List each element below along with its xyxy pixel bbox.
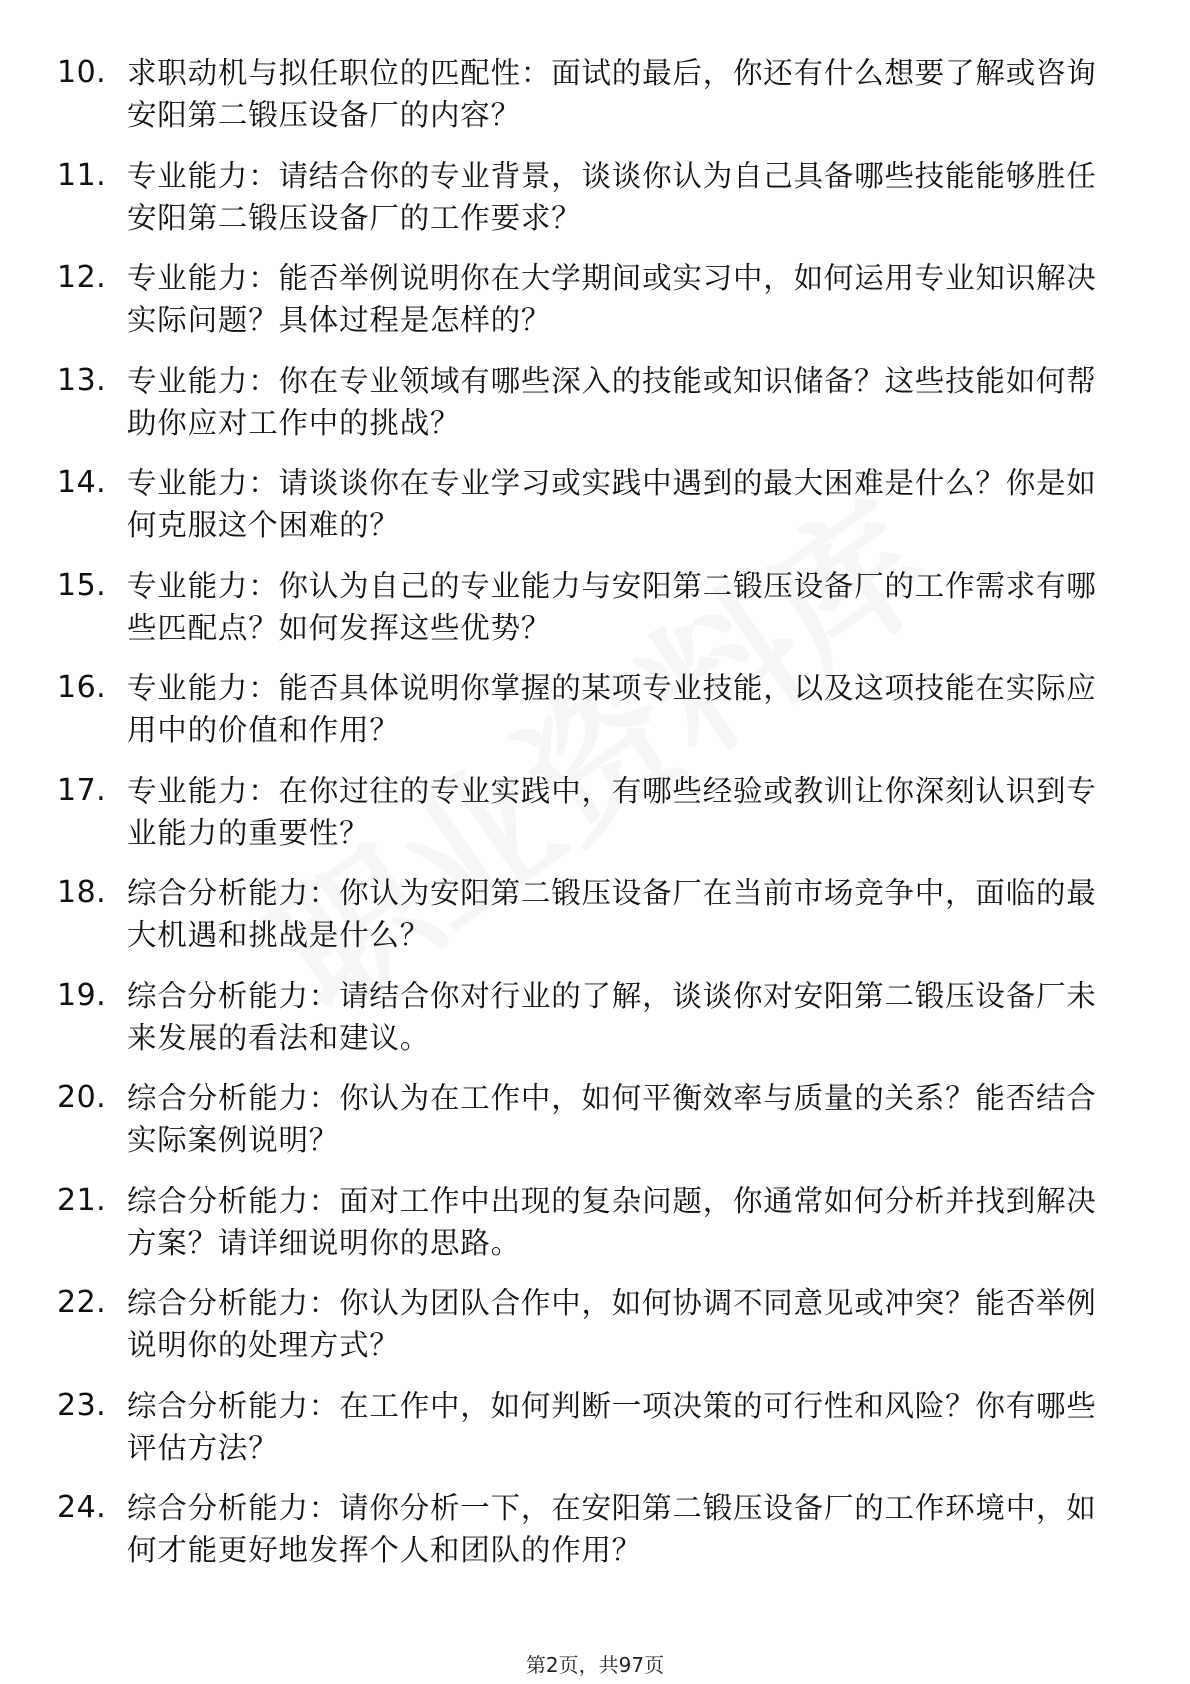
question-number: 22. (57, 1285, 107, 1320)
question-number: 16. (57, 670, 107, 705)
question-number: 12. (57, 260, 107, 295)
question-number: 18. (57, 875, 107, 910)
question-text: 综合分析能力：面对工作中出现的复杂问题，你通常如何分析并找到解决方案？请详细说明你的思路。 (127, 1183, 1097, 1260)
question-number: 14. (57, 465, 107, 500)
question-number: 10. (57, 55, 107, 90)
question-number: 23. (57, 1387, 107, 1423)
question-text: 综合分析能力：你认为在工作中，如何平衡效率与质量的关系？能否结合实际案例说明？ (127, 1081, 1097, 1157)
question-text: 综合分析能力：你认为团队合作中，如何协调不同意见或冲突？能否举例说明你的处理方式？ (127, 1286, 1097, 1362)
question-number: 20. (57, 1080, 107, 1115)
question-number: 11. (57, 157, 107, 193)
question-text: 专业能力：能否具体说明你掌握的某项专业技能，以及这项技能在实际应用中的价值和作用？ (127, 671, 1097, 747)
question-number: 21. (57, 1182, 107, 1218)
question-text: 专业能力：请结合你的专业背景，谈谈你认为自己具备哪些技能能够胜任安阳第二锻压设备厂的工作要求？ (127, 158, 1097, 235)
question-number: 15. (57, 567, 107, 603)
question-text: 综合分析能力：在工作中，如何判断一项决策的可行性和风险？你有哪些评估方法？ (127, 1388, 1097, 1465)
question-text: 综合分析能力：请结合你对行业的了解，谈谈你对安阳第二锻压设备厂未来发展的看法和建议。 (127, 978, 1097, 1055)
question-text: 专业能力：请谈谈你在专业学习或实践中遇到的最大困难是什么？你是如何克服这个困难的？ (127, 466, 1097, 542)
page-footer: 第2页，共97页 (525, 1653, 665, 1677)
question-text: 综合分析能力：你认为安阳第二锻压设备厂在当前市场竞争中，面临的最大机遇和挑战是什么？ (127, 876, 1097, 952)
question-text: 专业能力：在你过往的专业实践中，有哪些经验或教训让你深刻认识到专业能力的重要性？ (127, 773, 1097, 850)
question-number: 24. (57, 1490, 107, 1525)
question-text: 综合分析能力：请你分析一下，在安阳第二锻压设备厂的工作环境中，如何才能更好地发挥个人和团队的作用？ (127, 1491, 1097, 1567)
question-text: 专业能力：你认为自己的专业能力与安阳第二锻压设备厂的工作需求有哪些匹配点？如何发挥这些优势？ (127, 568, 1097, 645)
question-number: 19. (57, 977, 107, 1013)
question-text: 专业能力：能否举例说明你在大学期间或实习中，如何运用专业知识解决实际问题？具体过程是怎样的？ (127, 261, 1097, 337)
question-text: 求职动机与拟任职位的匹配性：面试的最后，你还有什么想要了解或咨询安阳第二锻压设备厂的内容？ (127, 56, 1097, 132)
question-text: 专业能力：你在专业领域有哪些深入的技能或知识储备？这些技能如何帮助你应对工作中的挑战？ (127, 363, 1097, 440)
question-number: 13. (57, 362, 107, 398)
question-number: 17. (57, 772, 107, 808)
